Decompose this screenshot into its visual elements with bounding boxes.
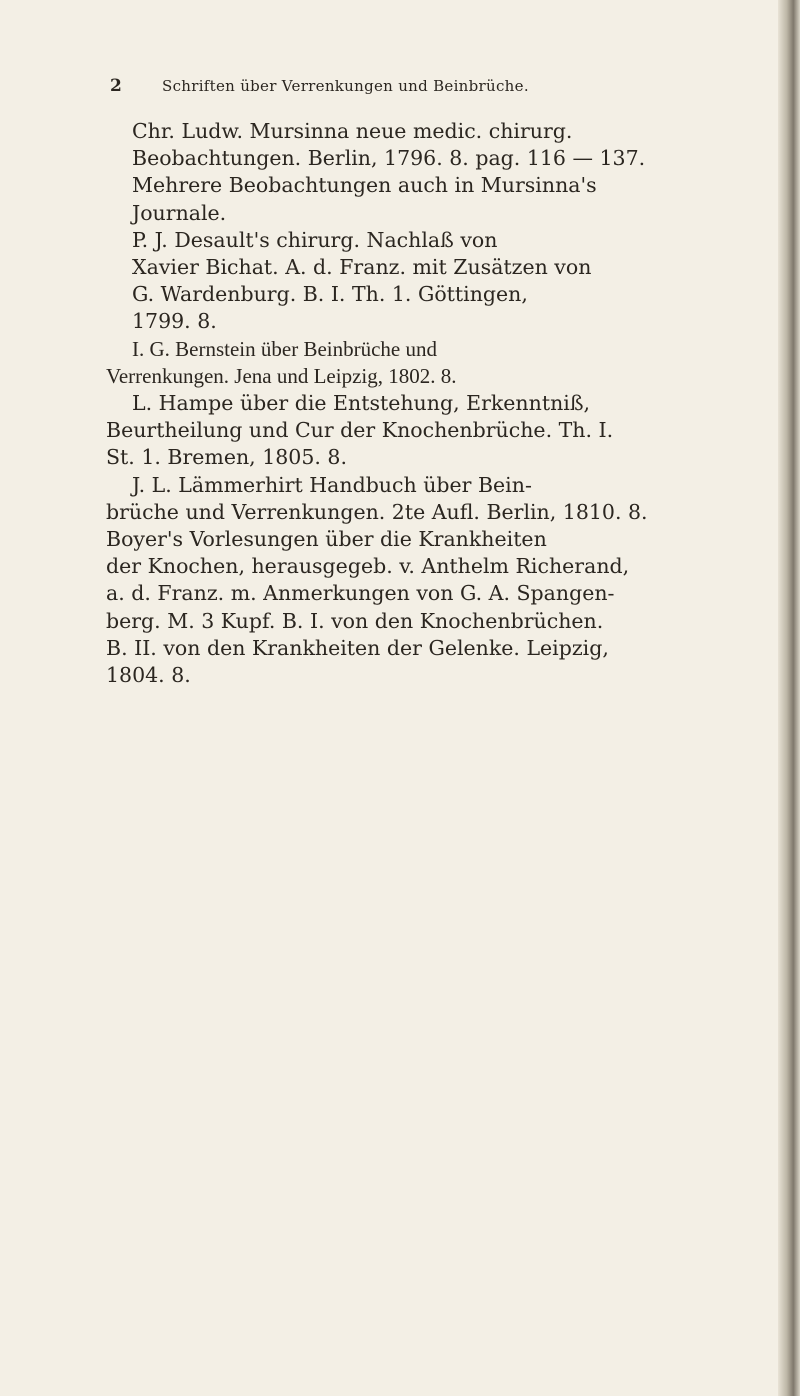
page-number: 2: [110, 76, 123, 96]
bibliography-entry-desault: [106, 227, 762, 336]
entry-line: Journale.: [132, 200, 227, 225]
entry-line: 1799. 8.: [132, 309, 217, 334]
entry-line: B. II. von den Krankheiten der Gelenke. Leipzig,: [106, 635, 609, 660]
bibliography-entry-bernstein: [106, 336, 762, 390]
entry-line: P. J. Desault's chirurg. Nachlaß von: [132, 227, 498, 252]
bibliography-entry-hampe: [106, 390, 762, 472]
entry-line: a. d. Franz. m. Anmerkungen von G. A. Spangen-: [106, 581, 615, 606]
entry-line: St. 1. Bremen, 1805. 8.: [106, 445, 347, 470]
entry-line: G. Wardenburg. B. I. Th. 1. Göttingen,: [132, 282, 528, 307]
page-header: [110, 76, 750, 102]
entry-line: L. Hampe über die Entstehung, Erkenntniß,: [132, 391, 591, 416]
entry-line: brüche und Verrenkungen. 2te Aufl. Berlin, 1810. 8.: [106, 499, 648, 524]
running-title: Schriften über Verrenkungen und Beinbrüche.: [162, 77, 529, 95]
entry-line: berg. M. 3 Kupf. B. I. von den Knochenbrüchen.: [106, 608, 604, 633]
page-edge: [778, 0, 800, 1396]
entry-line: Beobachtungen. Berlin, 1796. 8. pag. 116 — 137.: [132, 146, 646, 171]
entry-line: J. L. Lämmerhirt Handbuch über Bein-: [132, 472, 532, 497]
entry-line: Xavier Bichat. A. d. Franz. mit Zusätzen von: [132, 255, 592, 280]
entry-line: Chr. Ludw. Mursinna neue medic. chirurg.: [132, 119, 573, 143]
bibliography-entry-laemmerhirt: [106, 472, 762, 690]
entry-line: I. G. Bernstein über Beinbrüche und: [132, 336, 438, 361]
entry-line: der Knochen, herausgegeb. v. Anthelm Richerand,: [106, 554, 630, 579]
entry-line: 1804. 8.: [106, 663, 191, 688]
bibliography-list: [106, 118, 762, 689]
bibliography-entry-mursinna: [106, 118, 762, 227]
entry-line: Boyer's Vorlesungen über die Krankheiten: [106, 527, 547, 552]
entry-line: Verrenkungen. Jena und Leipzig, 1802. 8.: [106, 363, 457, 388]
entry-line: Mehrere Beobachtungen auch in Mursinna's: [132, 173, 597, 198]
entry-line: Beurtheilung und Cur der Knochenbrüche. Th. I.: [106, 418, 614, 443]
